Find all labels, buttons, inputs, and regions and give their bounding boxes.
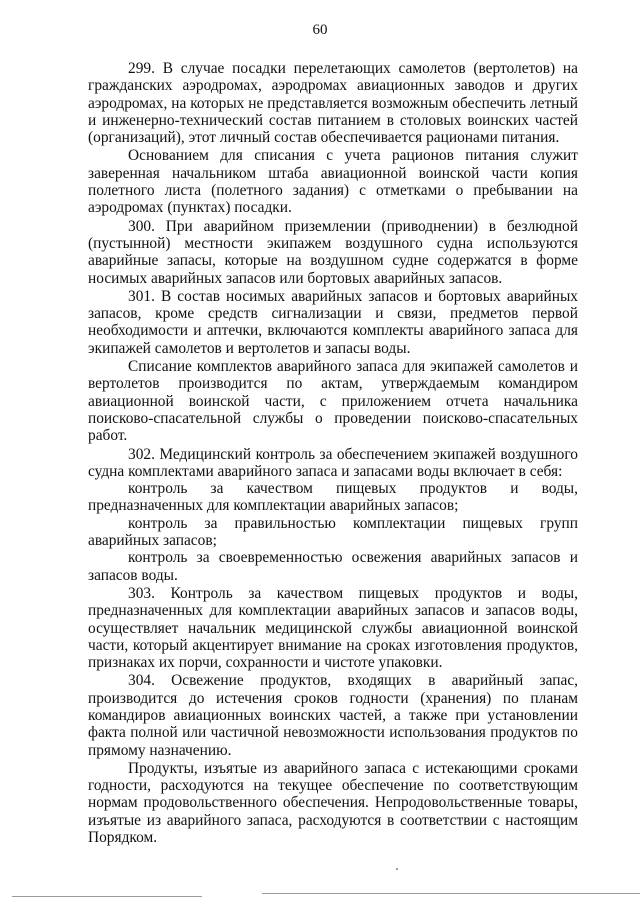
paragraph-302: 302. Медицинский контроль за обеспечением экипажей воздушного судна комплектами аварийного запаса и запасами воды включает в себя: [88,445,578,480]
scan-artifact-line-right [262,893,640,894]
paragraph-301: 301. В состав носимых аварийных запасов и бортовых аварийных запасов, кроме средств сигнализации и связи, предметов первой необходимости и аптечки, включаются комплекты аварийного запаса для экипажей самолетов и вертолетов и запасы воды. [88,287,578,357]
paragraph-302-item-1: контроль за качеством пищевых продуктов и воды, предназначенных для комплектации аварийных запасов; [88,480,578,515]
document-body [88,60,578,846]
paragraph-300: 300. При аварийном приземлении (приводнении) в безлюдной (пустынной) местности экипажем воздушного судна используются аварийные запасы, которые на воздушном судне содержатся в форме носимых аварийных запасов или бортовых аварийных запасов. [88,217,578,287]
scan-artifact-line-left [12,896,202,897]
paragraph-299: 299. В случае посадки перелетающих самолетов (вертолетов) на гражданских аэродромах, аэродромах авиационных заводов и других аэродромах, на которых не представляется возможным обеспечить летный и инженерно-технический состав питанием в столовых воинских частей (организаций), этот личный состав обеспечивается рационами питания. [88,60,578,147]
paragraph-303: 303. Контроль за качеством пищевых продуктов и воды, предназначенных для комплектации аварийных запасов и запасов воды, осуществляет начальник медицинской службы авиационной воинской части, который акцентирует внимание на сроках изготовления продуктов, признаках их порчи, сохранности и чистоте упаковки. [88,584,578,672]
page-number: 60 [312,22,328,38]
paragraph-302-item-2: контроль за правильностью комплектации пищевых групп аварийных запасов; [88,514,578,550]
paragraph-writeoff-kits: Списание комплектов аварийного запаса для экипажей самолетов и вертолетов производится по актам, утверждаемым командиром авиационной воинской части, с приложением отчета начальника поисково-спасательной службы о проведении поисково-спасательных работ. [88,358,578,445]
paragraph-products-writeoff: Продукты, изъятые из аварийного запаса с истекающими сроками годности, расходуются на текущее обеспечение по соответствующим нормам продовольственного обеспечения. Непродовольственные товары, изъятые из аварийного запаса, расходуются в соответствии с настоящим Порядком. [88,759,578,847]
scan-artifact-dot [396,868,398,870]
paragraph-writeoff-rations: Основанием для списания с учета рационов питания служит заверенная начальником штаба авиационной воинской части копия полетного листа (полетного задания) с отметками о пребывании на аэродромах (пунктах) посадки. [88,147,578,217]
paragraph-304: 304. Освежение продуктов, входящих в аварийный запас, производится до истечения сроков годности (хранения) по планам командиров авиационных воинских частей, а также при установлении факта полной или частичной невозможности использования продуктов по прямому назначению. [88,672,578,759]
paragraph-302-item-3: контроль за своевременностью освежения аварийных запасов и запасов воды. [88,549,578,584]
